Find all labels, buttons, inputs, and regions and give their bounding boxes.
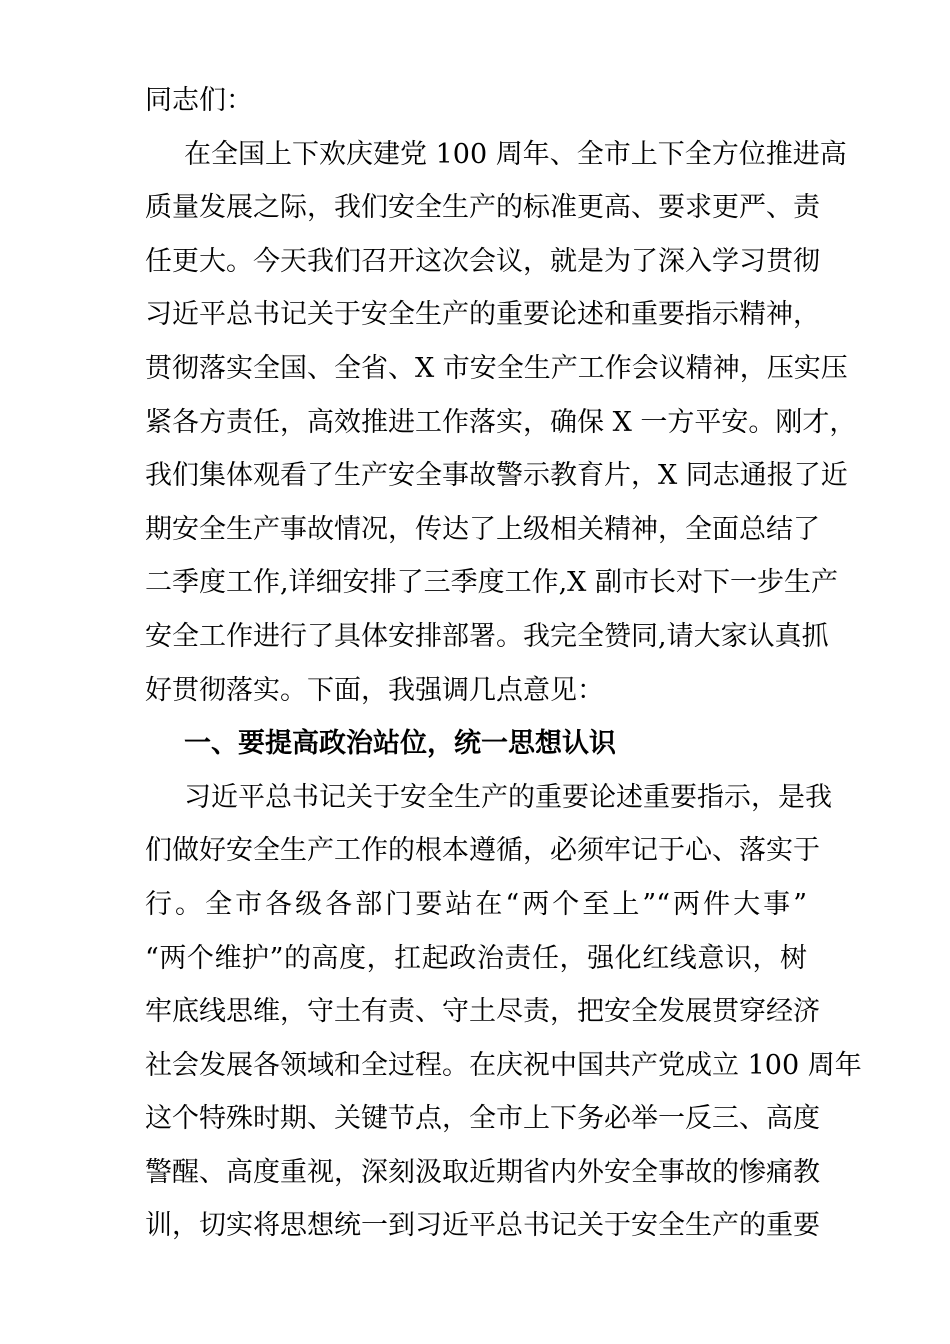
- paragraph-1-line: 好贯彻落实。下面，我强调几点意见：: [145, 674, 604, 706]
- paragraph-1-line: 我们集体观看了生产安全事故警示教育片，X 同志通报了近: [145, 460, 848, 492]
- paragraph-1-line: 紧各方责任，高效推进工作落实，确保 X 一方平安。刚才，: [145, 406, 857, 438]
- document-page: [145, 74, 862, 1253]
- paragraph-1: [145, 128, 857, 718]
- salutation: 同志们：: [145, 85, 253, 116]
- paragraph-1-line: 安全工作进行了具体安排部署。我完全赞同,请大家认真抓: [145, 620, 829, 652]
- paragraph-2-line: 习近平总书记关于安全生产的重要论述重要指示，是我: [184, 781, 832, 813]
- paragraph-2-line: 牢底线思维，守土有责、守土尽责，把安全发展贯穿经济: [145, 996, 820, 1028]
- paragraph-1-line: 任更大。今天我们召开这次会议，就是为了深入学习贯彻: [145, 245, 820, 277]
- paragraph-2-line: “两个维护”的高度，扛起政治责任，强化红线意识，树: [145, 942, 807, 974]
- paragraph-1-line: 习近平总书记关于安全生产的重要论述和重要指示精神，: [145, 299, 820, 331]
- paragraph-2-line: 警醒、高度重视，深刻汲取近期省内外安全事故的惨痛教: [145, 1156, 820, 1188]
- paragraph-2: [145, 771, 862, 1253]
- paragraph-1-line: 二季度工作,详细安排了三季度工作,X 副市长对下一步生产: [145, 567, 838, 599]
- paragraph-2-line: 社会发展各领域和全过程。在庆祝中国共产党成立 100 周年: [145, 1049, 862, 1081]
- section-1-heading: 一、要提高政治站位，统一思想认识: [184, 728, 616, 760]
- paragraph-1-line: 在全国上下欢庆建党 100 周年、全市上下全方位推进高: [184, 138, 847, 170]
- paragraph-2-line: 训，切实将思想统一到习近平总书记关于安全生产的重要: [145, 1210, 820, 1242]
- paragraph-2-line: 行。全市各级各部门要站在“两个至上”“两件大事”: [145, 888, 807, 920]
- paragraph-1-line: 质量发展之际，我们安全生产的标准更高、要求更严、责: [145, 192, 820, 224]
- paragraph-1-line: 贯彻落实全国、全省、X 市安全生产工作会议精神，压实压: [145, 352, 848, 384]
- paragraph-2-line: 们做好安全生产工作的根本遵循，必须牢记于心、落实于: [145, 835, 820, 867]
- paragraph-1-line: 期安全生产事故情况，传达了上级相关精神，全面总结了: [145, 513, 820, 545]
- paragraph-2-line: 这个特殊时期、关键节点，全市上下务必举一反三、高度: [145, 1103, 820, 1135]
